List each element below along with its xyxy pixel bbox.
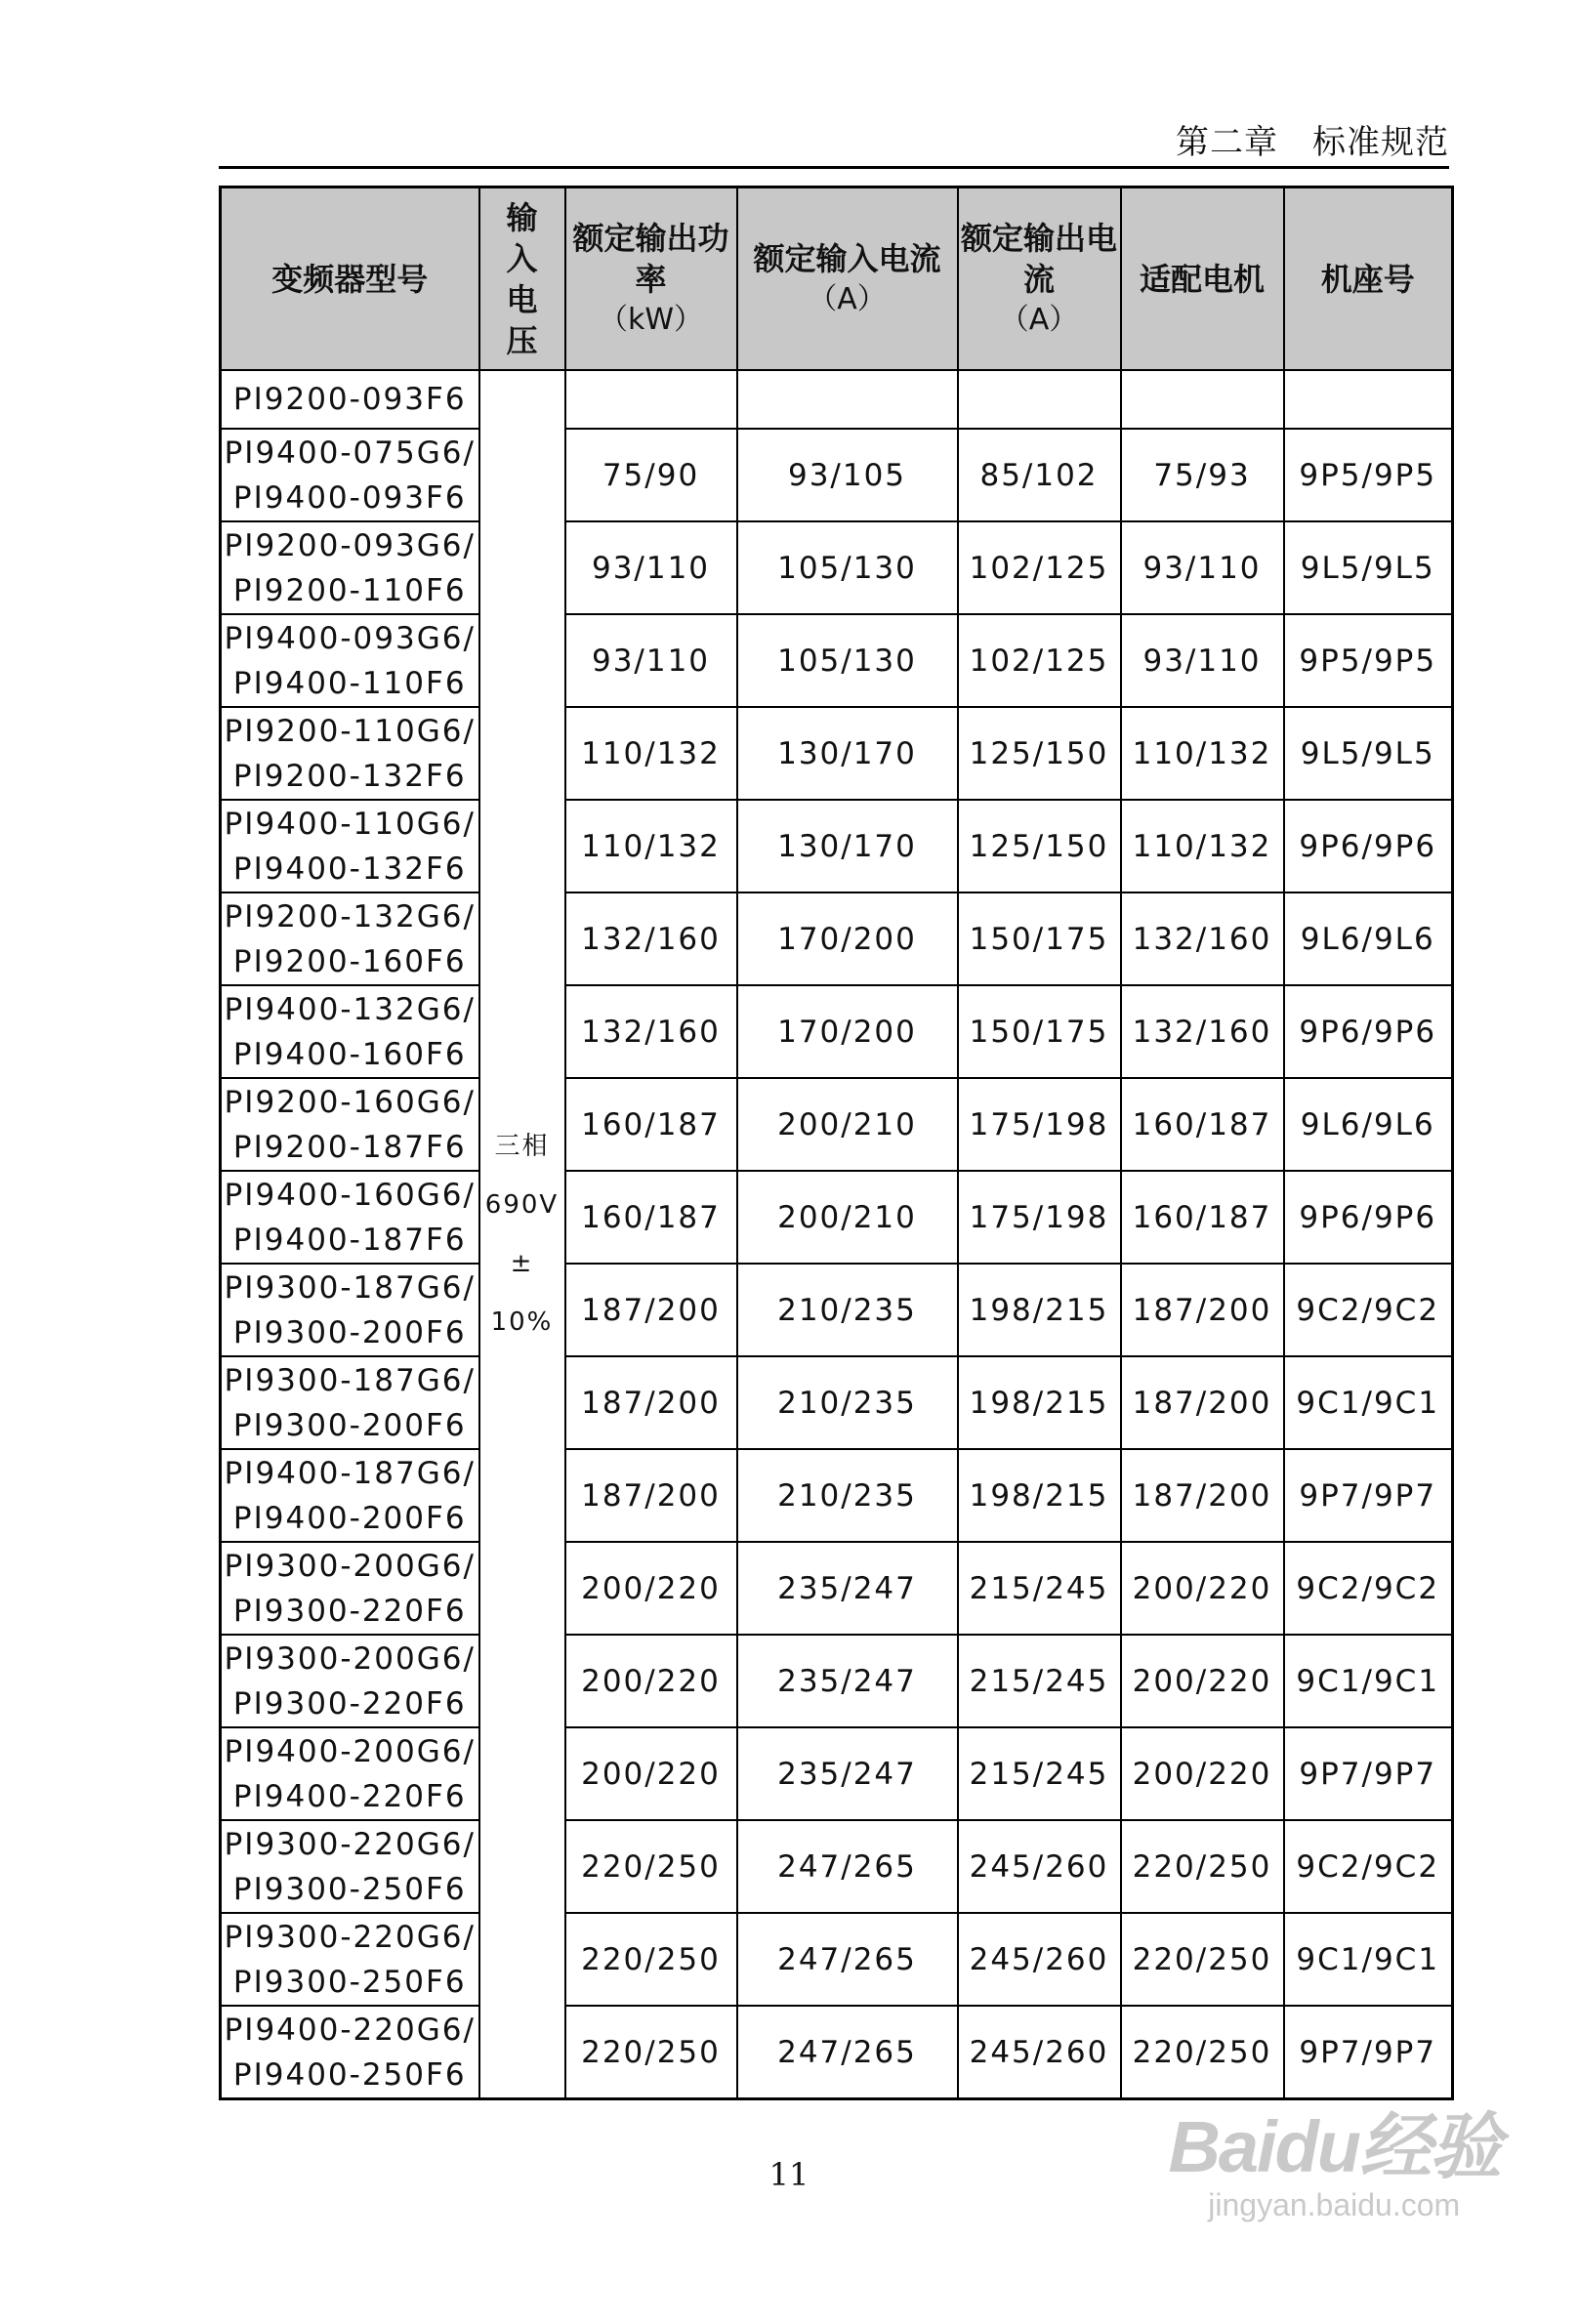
voltage-line: ± bbox=[510, 1249, 534, 1278]
cell-model bbox=[221, 707, 479, 800]
watermark-logo: Baidu经验 bbox=[1168, 2106, 1500, 2187]
table-row bbox=[221, 1913, 1453, 2006]
table-body bbox=[221, 370, 1453, 2099]
cell-power: 200/220 bbox=[565, 1542, 737, 1635]
model-line: PI9400-220F6 bbox=[232, 1778, 467, 1814]
model-line: PI9300-187G6/ bbox=[224, 1269, 476, 1306]
cell-power: 187/200 bbox=[565, 1449, 737, 1542]
model-line: PI9400-187G6/ bbox=[224, 1455, 476, 1491]
cell-motor: 220/250 bbox=[1121, 2006, 1284, 2099]
table-row bbox=[221, 892, 1453, 985]
cell-model bbox=[221, 1449, 479, 1542]
cell-power: 93/110 bbox=[565, 614, 737, 707]
cell-frame: 9L5/9L5 bbox=[1284, 521, 1453, 614]
cell-output-current: 245/260 bbox=[958, 2006, 1121, 2099]
header-output-current-unit: （A） bbox=[999, 302, 1079, 337]
table-header bbox=[221, 187, 1453, 371]
cell-motor: 220/250 bbox=[1121, 1820, 1284, 1913]
cell-input-current: 235/247 bbox=[737, 1727, 958, 1820]
cell-motor: 187/200 bbox=[1121, 1356, 1284, 1449]
table-row bbox=[221, 707, 1453, 800]
model-line: PI9400-187F6 bbox=[232, 1222, 467, 1258]
cell-model: PI9200-093F6 bbox=[221, 370, 479, 429]
model-line: PI9400-075G6/ bbox=[224, 435, 476, 471]
cell-frame: 9P7/9P7 bbox=[1284, 1449, 1453, 1542]
cell-output-current: 125/150 bbox=[958, 800, 1121, 892]
table-row bbox=[221, 1820, 1453, 1913]
cell-input-current: 200/210 bbox=[737, 1171, 958, 1264]
cell-input-current: 210/235 bbox=[737, 1356, 958, 1449]
cell-output-current: 245/260 bbox=[958, 1913, 1121, 2006]
table-row bbox=[221, 521, 1453, 614]
cell-voltage bbox=[479, 370, 565, 2099]
cell-power: 200/220 bbox=[565, 1635, 737, 1727]
cell-output-current: 102/125 bbox=[958, 614, 1121, 707]
cell-input-current: 93/105 bbox=[737, 429, 958, 521]
table-row bbox=[221, 1264, 1453, 1356]
header-power-unit: （kW） bbox=[598, 302, 704, 337]
cell-frame: 9C2/9C2 bbox=[1284, 1820, 1453, 1913]
cell-frame: 9C1/9C1 bbox=[1284, 1635, 1453, 1727]
table-row bbox=[221, 1078, 1453, 1171]
header-voltage-char: 输 bbox=[506, 198, 538, 236]
table-row bbox=[221, 1542, 1453, 1635]
cell-power: 220/250 bbox=[565, 1820, 737, 1913]
model-line: PI9300-200F6 bbox=[232, 1407, 467, 1443]
model-line: PI9300-200G6/ bbox=[224, 1548, 476, 1584]
cell-output-current: 175/198 bbox=[958, 1171, 1121, 1264]
cell-frame: 9P7/9P7 bbox=[1284, 1727, 1453, 1820]
header-voltage bbox=[479, 187, 565, 371]
table-row bbox=[221, 1449, 1453, 1542]
cell-power: 132/160 bbox=[565, 985, 737, 1078]
model-line: PI9400-110F6 bbox=[232, 665, 467, 701]
cell-input-current: 210/235 bbox=[737, 1449, 958, 1542]
watermark bbox=[1168, 2090, 1500, 2223]
cell-empty bbox=[565, 370, 737, 429]
header-input-current-unit: （A） bbox=[808, 281, 887, 316]
model-line: PI9400-160F6 bbox=[232, 1036, 467, 1072]
header-voltage-char: 电 bbox=[506, 280, 538, 318]
cell-output-current: 175/198 bbox=[958, 1078, 1121, 1171]
cell-model bbox=[221, 521, 479, 614]
model-line: PI9200-132F6 bbox=[232, 758, 467, 794]
cell-motor: 93/110 bbox=[1121, 521, 1284, 614]
header-frame: 机座号 bbox=[1284, 187, 1453, 371]
voltage-line: 690V bbox=[484, 1190, 560, 1220]
cell-motor: 200/220 bbox=[1121, 1635, 1284, 1727]
model-line: PI9300-220G6/ bbox=[224, 1826, 476, 1862]
cell-model bbox=[221, 1727, 479, 1820]
cell-frame: 9L5/9L5 bbox=[1284, 707, 1453, 800]
cell-model bbox=[221, 1820, 479, 1913]
cell-motor: 75/93 bbox=[1121, 429, 1284, 521]
model-line: PI9300-250F6 bbox=[232, 1964, 467, 2000]
cell-frame: 9P5/9P5 bbox=[1284, 429, 1453, 521]
cell-model bbox=[221, 985, 479, 1078]
model-line: PI9300-220F6 bbox=[232, 1593, 467, 1629]
model-line: PI9300-187G6/ bbox=[224, 1362, 476, 1398]
model-line: PI9400-132G6/ bbox=[224, 991, 476, 1027]
header-power bbox=[565, 187, 737, 371]
cell-model bbox=[221, 1264, 479, 1356]
cell-power: 160/187 bbox=[565, 1171, 737, 1264]
voltage-line: 10% bbox=[490, 1307, 554, 1337]
cell-power: 200/220 bbox=[565, 1727, 737, 1820]
table-row bbox=[221, 1171, 1453, 1264]
cell-input-current: 247/265 bbox=[737, 1820, 958, 1913]
cell-frame: 9C1/9C1 bbox=[1284, 1356, 1453, 1449]
voltage-line: 三相 bbox=[494, 1132, 550, 1161]
watermark-url: jingyan.baidu.com bbox=[1208, 2187, 1461, 2222]
cell-input-current: 200/210 bbox=[737, 1078, 958, 1171]
cell-motor: 132/160 bbox=[1121, 892, 1284, 985]
cell-frame: 9C2/9C2 bbox=[1284, 1542, 1453, 1635]
cell-motor: 200/220 bbox=[1121, 1542, 1284, 1635]
cell-motor: 187/200 bbox=[1121, 1449, 1284, 1542]
cell-input-current: 210/235 bbox=[737, 1264, 958, 1356]
cell-power: 160/187 bbox=[565, 1078, 737, 1171]
cell-power: 220/250 bbox=[565, 1913, 737, 2006]
cell-power: 220/250 bbox=[565, 2006, 737, 2099]
cell-power: 93/110 bbox=[565, 521, 737, 614]
cell-power: 110/132 bbox=[565, 707, 737, 800]
header-output-current-label: 额定输出电流 bbox=[960, 219, 1117, 298]
model-line: PI9400-160G6/ bbox=[224, 1177, 476, 1213]
cell-input-current: 170/200 bbox=[737, 985, 958, 1078]
cell-model bbox=[221, 429, 479, 521]
header-model: 变频器型号 bbox=[221, 187, 479, 371]
cell-power: 132/160 bbox=[565, 892, 737, 985]
header-output-current bbox=[958, 187, 1121, 371]
cell-motor: 200/220 bbox=[1121, 1727, 1284, 1820]
table-row bbox=[221, 370, 1453, 429]
cell-model bbox=[221, 1356, 479, 1449]
cell-empty bbox=[1284, 370, 1453, 429]
table-row bbox=[221, 1727, 1453, 1820]
cell-frame: 9P7/9P7 bbox=[1284, 2006, 1453, 2099]
cell-motor: 93/110 bbox=[1121, 614, 1284, 707]
header-input-current bbox=[737, 187, 958, 371]
model-line: PI9400-220G6/ bbox=[224, 2012, 476, 2048]
cell-output-current: 198/215 bbox=[958, 1264, 1121, 1356]
cell-output-current: 125/150 bbox=[958, 707, 1121, 800]
cell-model bbox=[221, 1171, 479, 1264]
model-line: PI9200-132G6/ bbox=[224, 898, 476, 934]
table-row bbox=[221, 2006, 1453, 2099]
cell-input-current: 235/247 bbox=[737, 1542, 958, 1635]
cell-frame: 9C1/9C1 bbox=[1284, 1913, 1453, 2006]
cell-frame: 9P5/9P5 bbox=[1284, 614, 1453, 707]
cell-motor: 160/187 bbox=[1121, 1171, 1284, 1264]
cell-output-current: 85/102 bbox=[958, 429, 1121, 521]
cell-output-current: 198/215 bbox=[958, 1449, 1121, 1542]
cell-input-current: 105/130 bbox=[737, 521, 958, 614]
cell-output-current: 150/175 bbox=[958, 892, 1121, 985]
cell-input-current: 247/265 bbox=[737, 1913, 958, 2006]
cell-output-current: 215/245 bbox=[958, 1542, 1121, 1635]
cell-power: 110/132 bbox=[565, 800, 737, 892]
model-line: PI9300-250F6 bbox=[232, 1871, 467, 1907]
cell-model bbox=[221, 1635, 479, 1727]
cell-power: 75/90 bbox=[565, 429, 737, 521]
cell-frame: 9P6/9P6 bbox=[1284, 800, 1453, 892]
table-row bbox=[221, 614, 1453, 707]
cell-input-current: 235/247 bbox=[737, 1635, 958, 1727]
header-voltage-char: 入 bbox=[506, 239, 538, 277]
cell-input-current: 130/170 bbox=[737, 800, 958, 892]
cell-output-current: 198/215 bbox=[958, 1356, 1121, 1449]
cell-model bbox=[221, 614, 479, 707]
table-row bbox=[221, 1635, 1453, 1727]
cell-motor: 110/132 bbox=[1121, 800, 1284, 892]
cell-output-current: 102/125 bbox=[958, 521, 1121, 614]
header-rule bbox=[219, 166, 1449, 169]
model-line: PI9200-160G6/ bbox=[224, 1084, 476, 1120]
model-line: PI9400-110G6/ bbox=[224, 806, 476, 842]
model-line: PI9400-200G6/ bbox=[224, 1733, 476, 1769]
cell-output-current: 215/245 bbox=[958, 1635, 1121, 1727]
cell-output-current: 150/175 bbox=[958, 985, 1121, 1078]
cell-input-current: 247/265 bbox=[737, 2006, 958, 2099]
cell-model bbox=[221, 892, 479, 985]
model-line: PI9400-200F6 bbox=[232, 1500, 467, 1536]
model-line: PI9200-093G6/ bbox=[224, 527, 476, 563]
header-power-label: 额定输出功率 bbox=[572, 219, 729, 298]
cell-motor: 160/187 bbox=[1121, 1078, 1284, 1171]
cell-model bbox=[221, 2006, 479, 2099]
cell-empty bbox=[1121, 370, 1284, 429]
cell-input-current: 170/200 bbox=[737, 892, 958, 985]
header-voltage-char: 压 bbox=[506, 321, 538, 359]
cell-motor: 220/250 bbox=[1121, 1913, 1284, 2006]
model-line: PI9200-187F6 bbox=[232, 1129, 467, 1165]
page-number: 11 bbox=[768, 2156, 810, 2193]
cell-power: 187/200 bbox=[565, 1264, 737, 1356]
cell-input-current: 130/170 bbox=[737, 707, 958, 800]
cell-power: 187/200 bbox=[565, 1356, 737, 1449]
model-line: PI9400-093G6/ bbox=[224, 620, 476, 656]
chapter-heading: 第二章 标准规范 bbox=[1176, 123, 1449, 162]
cell-input-current: 105/130 bbox=[737, 614, 958, 707]
cell-output-current: 245/260 bbox=[958, 1820, 1121, 1913]
cell-frame: 9C2/9C2 bbox=[1284, 1264, 1453, 1356]
spec-table bbox=[219, 186, 1454, 2100]
cell-frame: 9P6/9P6 bbox=[1284, 1171, 1453, 1264]
cell-model bbox=[221, 1078, 479, 1171]
cell-empty bbox=[958, 370, 1121, 429]
model-line: PI9300-220F6 bbox=[232, 1685, 467, 1722]
cell-frame: 9P6/9P6 bbox=[1284, 985, 1453, 1078]
cell-motor: 110/132 bbox=[1121, 707, 1284, 800]
cell-output-current: 215/245 bbox=[958, 1727, 1121, 1820]
model-line: PI9200-110F6 bbox=[232, 572, 467, 608]
header-input-current-label: 额定输入电流 bbox=[753, 239, 941, 277]
cell-frame: 9L6/9L6 bbox=[1284, 1078, 1453, 1171]
model-line: PI9400-132F6 bbox=[232, 851, 467, 887]
model-line: PI9400-250F6 bbox=[232, 2056, 467, 2093]
table-row bbox=[221, 1356, 1453, 1449]
model-line: PI9200-110G6/ bbox=[224, 713, 476, 749]
table-row bbox=[221, 429, 1453, 521]
cell-model bbox=[221, 1542, 479, 1635]
model-line: PI9300-200G6/ bbox=[224, 1640, 476, 1677]
table-row bbox=[221, 800, 1453, 892]
model-line: PI9300-200F6 bbox=[232, 1314, 467, 1350]
model-line: PI9200-160F6 bbox=[232, 943, 467, 979]
cell-motor: 187/200 bbox=[1121, 1264, 1284, 1356]
cell-empty bbox=[737, 370, 958, 429]
table-row bbox=[221, 985, 1453, 1078]
model-line: PI9300-220G6/ bbox=[224, 1919, 476, 1955]
cell-motor: 132/160 bbox=[1121, 985, 1284, 1078]
header-motor: 适配电机 bbox=[1121, 187, 1284, 371]
cell-model bbox=[221, 800, 479, 892]
model-line: PI9400-093F6 bbox=[232, 479, 467, 516]
cell-model bbox=[221, 1913, 479, 2006]
cell-frame: 9L6/9L6 bbox=[1284, 892, 1453, 985]
